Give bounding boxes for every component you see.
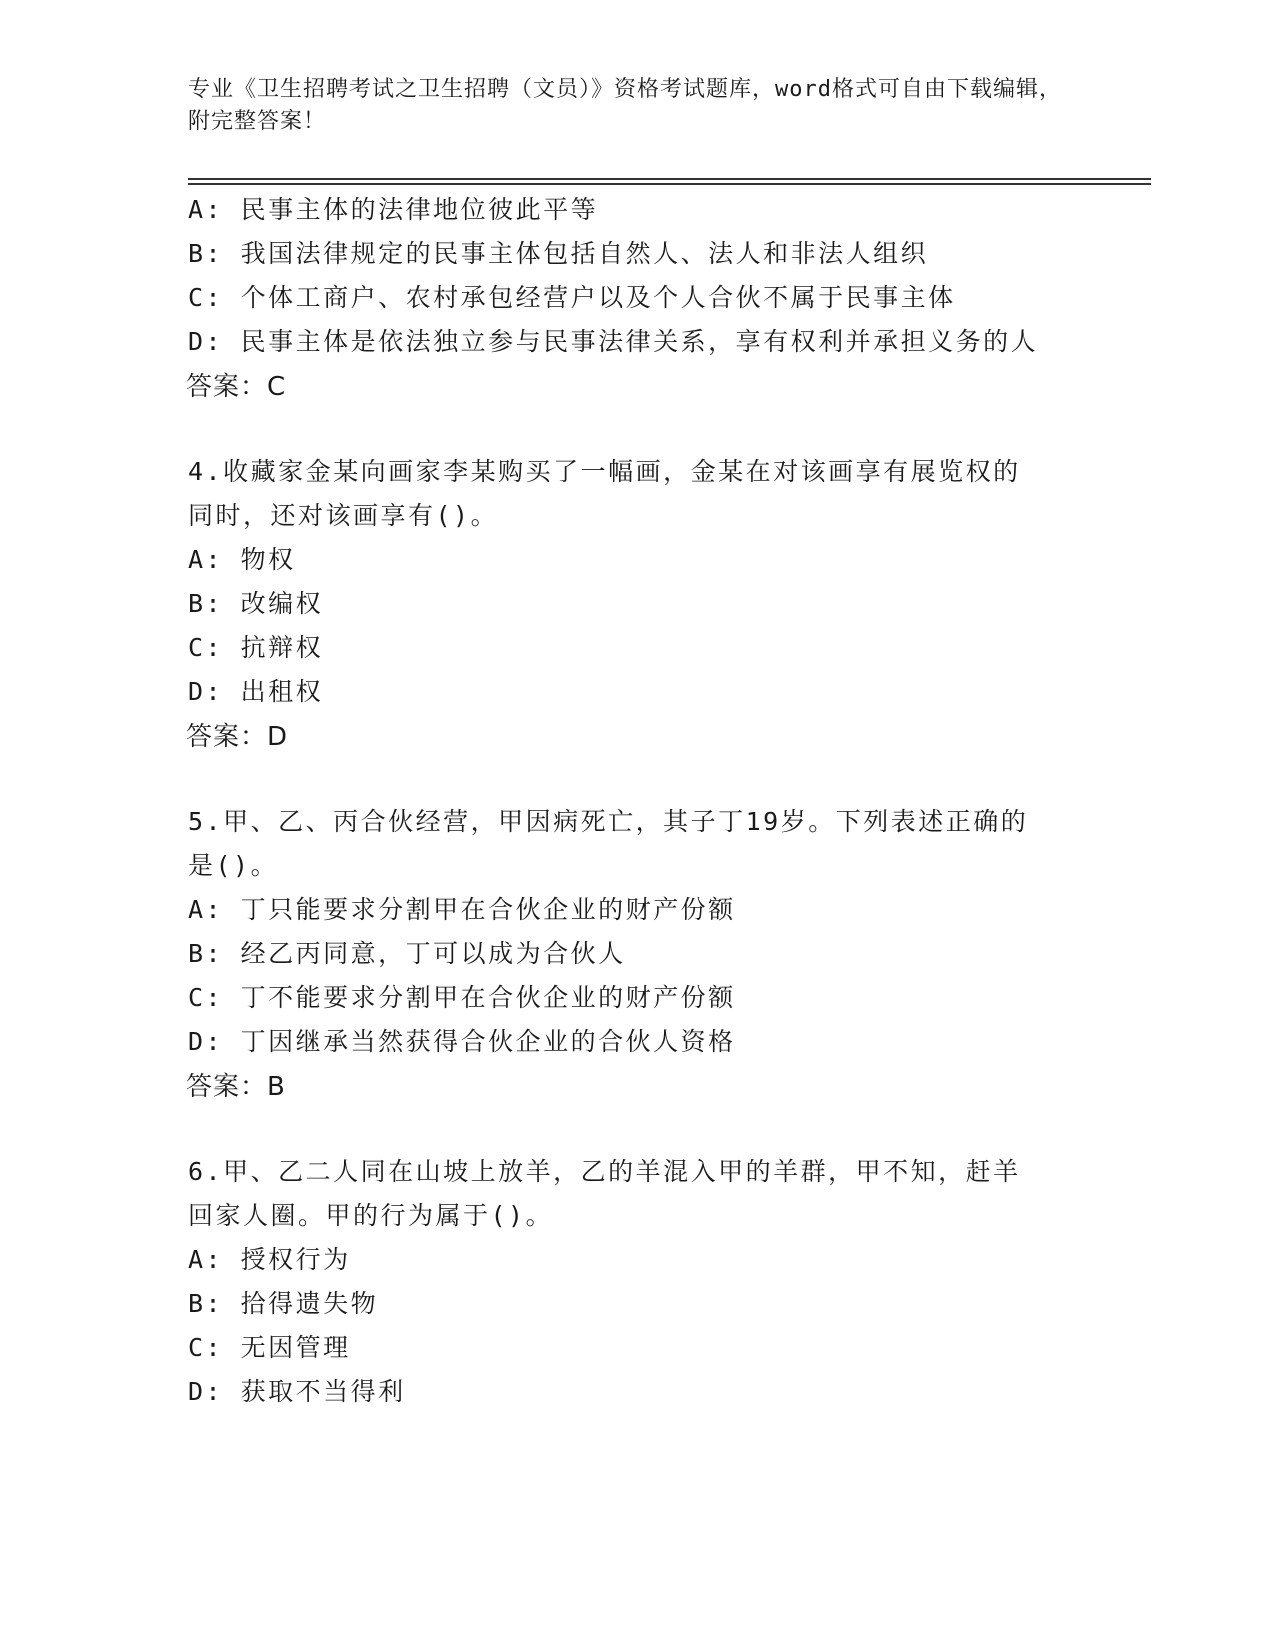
q4-stem-line-2: 同时，还对该画享有()。 <box>188 501 499 530</box>
q4-stem-line-1: 4.收藏家金某向画家李某购买了一幅画，金某在对该画享有展览权的 <box>188 457 1021 486</box>
q5-answer: 答案：B <box>186 1072 286 1102</box>
q5-option-c: C: 丁不能要求分割甲在合伙企业的财产份额 <box>188 983 736 1012</box>
q4-option-a: A: 物权 <box>188 545 296 574</box>
q4-option-d: D: 出租权 <box>188 677 324 706</box>
header-divider-bottom <box>188 183 1151 185</box>
q5-stem-line-1: 5.甲、乙、丙合伙经营，甲因病死亡，其子丁19岁。下列表述正确的 <box>188 807 1029 836</box>
q6-option-b: B: 拾得遗失物 <box>188 1289 379 1318</box>
q6-option-d: D: 获取不当得利 <box>188 1377 406 1406</box>
q6-option-c: C: 无因管理 <box>188 1333 351 1362</box>
q5-option-b: B: 经乙丙同意，丁可以成为合伙人 <box>188 939 626 968</box>
document-header: 专业《卫生招聘考试之卫生招聘（文员）》资格考试题库，word格式可自由下载编辑，附完整答案！ <box>188 77 1062 134</box>
header-divider-top <box>188 178 1151 180</box>
q3-option-a: A: 民事主体的法律地位彼此平等 <box>188 195 599 224</box>
q5-option-d: D: 丁因继承当然获得合伙企业的合伙人资格 <box>188 1027 736 1056</box>
q3-answer: 答案：C <box>186 372 287 402</box>
q6-stem-line-1: 6.甲、乙二人同在山坡上放羊，乙的羊混入甲的羊群，甲不知，赶羊 <box>188 1157 1021 1186</box>
q5-stem-line-2: 是()。 <box>188 851 279 880</box>
q5-option-a: A: 丁只能要求分割甲在合伙企业的财产份额 <box>188 895 736 924</box>
q3-option-b: B: 我国法律规定的民事主体包括自然人、法人和非法人组织 <box>188 239 929 268</box>
q6-stem-line-2: 回家人圈。甲的行为属于()。 <box>188 1201 554 1230</box>
q4-option-c: C: 抗辩权 <box>188 633 324 662</box>
q4-answer: 答案：D <box>186 722 289 752</box>
q3-option-c: C: 个体工商户、农村承包经营户以及个人合伙不属于民事主体 <box>188 283 956 312</box>
q4-option-b: B: 改编权 <box>188 589 324 618</box>
q6-option-a: A: 授权行为 <box>188 1245 351 1274</box>
q3-option-d: D: 民事主体是依法独立参与民事法律关系，享有权利并承担义务的人 <box>188 327 1039 356</box>
